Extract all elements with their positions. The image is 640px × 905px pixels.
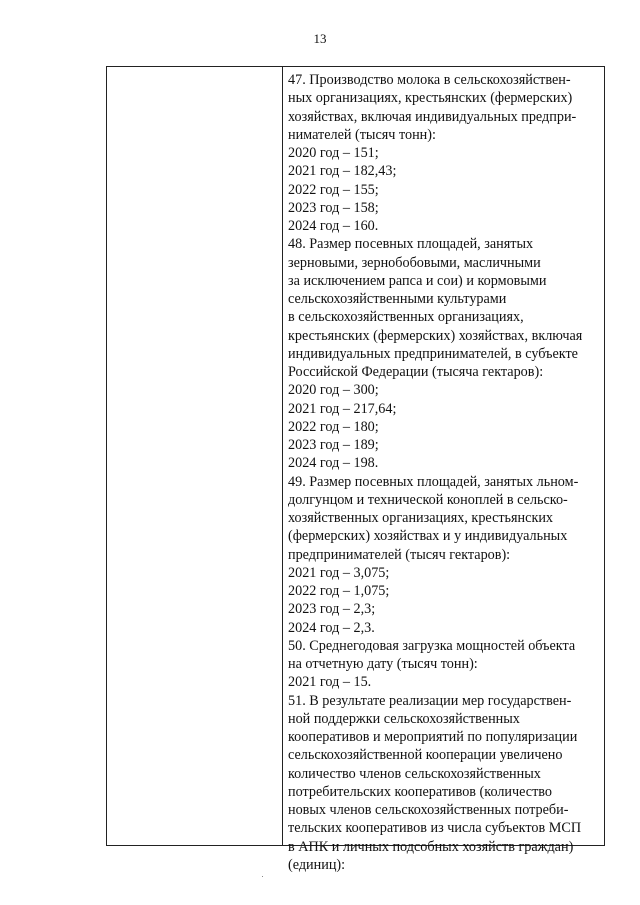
text-line: 2023 год – 2,3; [288, 601, 376, 618]
text-line: нимателей (тысяч тонн): [288, 126, 436, 143]
text-line: 2021 год – 15. [288, 674, 372, 691]
text-line: долгунцом и технической коноплей в сельско- [288, 491, 568, 508]
text-line: 48. Размер посевных площадей, занятых [288, 236, 534, 253]
text-line: (единиц): [288, 856, 346, 873]
text-line: ной поддержки сельскохозяйственных [288, 710, 520, 727]
text-line: 2024 год – 198. [288, 455, 379, 472]
text-line: 2023 год – 189; [288, 437, 379, 453]
text-line: потребительских кооперативов (количество [288, 783, 553, 800]
text-line: 2020 год – 151; [288, 145, 379, 161]
text-line: крестьянских (фермерских) хозяйствах, включая [288, 327, 583, 344]
text-line: кооперативов и мероприятий по популяризации [288, 729, 578, 745]
text-line: за исключением рапса и сои) и кормовыми [288, 272, 547, 289]
text-line: 50. Среднегодовая загрузка мощностей объекта [288, 637, 576, 654]
scan-speck [262, 876, 263, 877]
text-line: 2021 год – 3,075; [288, 564, 390, 581]
text-line: (фермерских) хозяйствах и у индивидуальных [288, 528, 568, 545]
text-line: зерновыми, зернобобовыми, масличными [288, 254, 541, 271]
text-line: 2022 год – 180; [288, 418, 379, 435]
page-number: 13 [313, 31, 327, 46]
table-right-cell [283, 67, 604, 873]
text-line: в АПК и личных подсобных хозяйств граждан) [288, 838, 574, 855]
text-line: тельских кооперативов из числа субъектов МСП [288, 820, 582, 837]
text-line: сельскохозяйственной кооперации увеличено [288, 747, 563, 764]
text-line: 2024 год – 2,3. [288, 619, 375, 636]
text-line: Российской Федерации (тысяча гектаров): [288, 364, 544, 380]
text-line: 47. Производство молока в сельскохозяйствен- [288, 72, 571, 88]
document-table [106, 66, 605, 873]
text-line: новых членов сельскохозяйственных потреби- [288, 802, 569, 818]
text-line: индивидуальных предпринимателей, в субъекте [288, 345, 578, 362]
text-line: на отчетную дату (тысяч тонн): [288, 656, 478, 672]
text-line: 2020 год – 300; [288, 382, 379, 399]
text-line: 2022 год – 155; [288, 181, 379, 198]
text-line: 2024 год – 160. [288, 218, 379, 234]
text-line: 51. В результате реализации мер государствен- [288, 692, 572, 709]
text-line: 2021 год – 182,43; [288, 163, 397, 180]
text-line: сельскохозяйственными культурами [288, 291, 507, 307]
text-line: 2021 год – 217,64; [288, 400, 397, 417]
text-line: в сельскохозяйственных организациях, [288, 309, 524, 326]
text-line: 2022 год – 1,075; [288, 583, 390, 599]
text-line: 49. Размер посевных площадей, занятых льном- [288, 473, 579, 490]
text-line: ных организациях, крестьянских (фермерских) [288, 90, 573, 107]
text-line: 2023 год – 158; [288, 199, 379, 216]
text-line: предпринимателей (тысяч гектаров): [288, 546, 511, 563]
text-line: хозяйствах, включая индивидуальных предпри- [288, 108, 577, 125]
text-line: количество членов сельскохозяйственных [288, 765, 541, 782]
text-line: хозяйственных организациях, крестьянских [288, 510, 554, 526]
table-left-cell [107, 67, 283, 845]
